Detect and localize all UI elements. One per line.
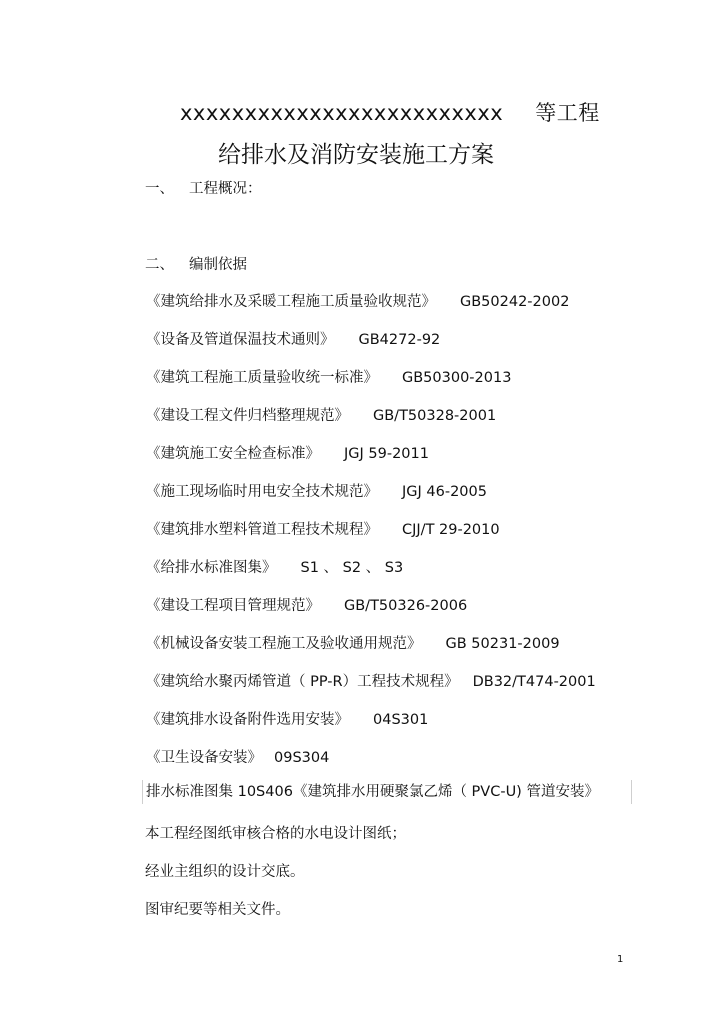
- reference-item: [146, 404, 496, 425]
- reference-code: GB50300-2013: [402, 370, 512, 386]
- reference-name: 《建筑给排水及采暖工程施工质量验收规范》: [146, 294, 436, 310]
- reference-item: [146, 632, 560, 653]
- reference-code: JGJ 59-2011: [344, 446, 429, 462]
- reference-code: 04S301: [373, 712, 429, 728]
- boxed-reference-line: 排水标准图集 10S406《建筑排水用硬聚氯乙烯（ PVC-U) 管道安装》: [142, 780, 632, 804]
- reference-item: [146, 594, 467, 615]
- title-suffix: 等工程: [535, 101, 600, 125]
- reference-name: 《机械设备安装工程施工及验收通用规范》: [146, 636, 422, 652]
- basis-paragraph: 本工程经图纸审核合格的水电设计图纸；: [145, 826, 406, 842]
- reference-item: [146, 290, 569, 311]
- reference-name: 《建筑排水塑料管道工程技术规程》: [146, 522, 378, 538]
- basis-paragraph: 经业主组织的设计交底。: [145, 864, 305, 880]
- section-number: 二、: [145, 257, 174, 273]
- reference-code: DB32/T474-2001: [472, 674, 596, 690]
- reference-item: [146, 366, 511, 387]
- reference-name: 《建设工程项目管理规范》: [146, 598, 320, 614]
- reference-code: JGJ 46-2005: [402, 484, 487, 500]
- document-title-line2: 给排水及消防安装施工方案: [218, 142, 494, 168]
- reference-item: [146, 556, 403, 577]
- reference-code: GB 50231-2009: [445, 636, 560, 652]
- section-heading-basis: [145, 253, 247, 274]
- reference-name: 《给排水标准图集》: [146, 560, 277, 576]
- section-heading-overview: [145, 177, 262, 198]
- reference-code: GB50242-2002: [460, 294, 570, 310]
- section-label: 编制依据: [189, 257, 247, 273]
- reference-code: CJJ/T 29-2010: [402, 522, 500, 538]
- title-project-placeholder: xxxxxxxxxxxxxxxxxxxxxxxxx: [180, 101, 504, 125]
- reference-item: [146, 708, 428, 729]
- reference-code: GB/T50328-2001: [373, 408, 497, 424]
- reference-code: S1 、 S2 、 S3: [300, 560, 404, 576]
- reference-name: 《建筑施工安全检查标准》: [146, 446, 320, 462]
- reference-name: 《建筑给水聚丙烯管道（ PP-R）工程技术规程》: [146, 674, 459, 690]
- reference-item: [146, 480, 487, 501]
- page-number: 1: [617, 954, 624, 965]
- reference-code: GB4272-92: [358, 332, 441, 348]
- reference-item: [146, 518, 500, 539]
- reference-code: 09S304: [274, 750, 330, 766]
- basis-paragraph: 图审纪要等相关文件。: [145, 902, 290, 918]
- reference-name: 《建设工程文件归档整理规范》: [146, 408, 349, 424]
- section-label: 工程概况：: [189, 181, 262, 197]
- reference-item: [146, 670, 596, 691]
- reference-name: 《建筑工程施工质量验收统一标准》: [146, 370, 378, 386]
- reference-code: GB/T50326-2006: [344, 598, 468, 614]
- reference-name: 《卫生设备安装》: [146, 750, 262, 766]
- reference-item: [146, 746, 329, 767]
- reference-name: 《设备及管道保温技术通则》: [146, 332, 335, 348]
- reference-item: [146, 328, 440, 349]
- document-title-line1: [180, 97, 600, 127]
- reference-item: [146, 442, 429, 463]
- reference-name: 《建筑排水设备附件选用安装》: [146, 712, 349, 728]
- reference-name: 《施工现场临时用电安全技术规范》: [146, 484, 378, 500]
- section-number: 一、: [145, 181, 174, 197]
